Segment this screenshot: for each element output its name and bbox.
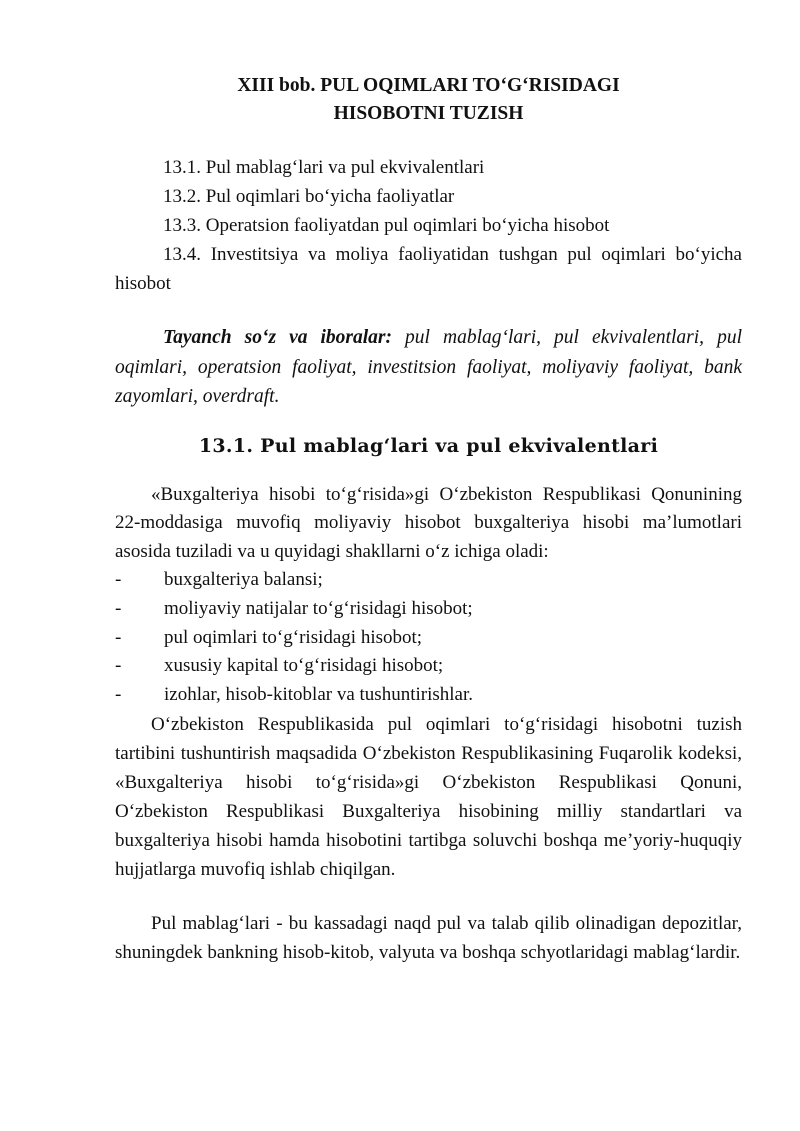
list-item-text: xususiy kapital to‘g‘risidagi hisobot; (164, 655, 444, 677)
list-item-text: izohlar, hisob-kitoblar va tushuntirishlar. (164, 684, 473, 706)
chapter-title-line-2: HISOBOTNI TUZISH (333, 103, 524, 124)
list-item (115, 566, 742, 595)
list-item (115, 652, 742, 681)
list-item (115, 595, 742, 624)
keywords-label: Tayanch so‘z va iboralar: (163, 327, 393, 348)
list-dash: - (115, 626, 122, 648)
report-forms-list (115, 566, 742, 710)
toc-item: 13.2. Pul oqimlari bo‘yicha faoliyatlar (163, 186, 455, 207)
toc-item: 13.4. Investitsiya va moliya faoliyatidan tushgan pul oqimlari bo‘yicha hisobot (115, 244, 742, 294)
chapter-title (115, 72, 742, 128)
document-page (115, 72, 742, 967)
list-dash: - (115, 684, 122, 706)
list-item-text: moliyaviy natijalar to‘g‘risidagi hisobot; (164, 597, 473, 619)
section-title: 13.1. Pul mablag‘lari va pul ekvivalentlari (198, 434, 659, 457)
list-dash: - (115, 655, 122, 677)
list-dash: - (115, 597, 122, 619)
list-item (115, 681, 742, 710)
paragraph-explanation: O‘zbekiston Respublikasida pul oqimlari to‘g‘risidagi hisobotni tuzish tartibini tushuntirish maqsadida O‘zbekiston Respublikasining Fuqarolik kodeksi, «Buxgalteriya hisobi to‘g‘risida»gi O‘zbekiston Respublikasi Qonuni, O‘zbekiston Respublikasi Buxgalteriya hisobining milliy standartlari va buxgalteriya hisobi hamda hisobotini tartibga soluvchi boshqa me’yoriy-huquqiy hujjatlarga muvofiq ishlab chiqilgan. (115, 713, 742, 880)
keywords-block (115, 323, 742, 412)
paragraph-definition: Pul mablag‘lari - bu kassadagi naqd pul va talab qilib olinadigan depozitlar, shuningdek bankning hisob-kitob, valyuta va boshqa schyotlaridagi mablag‘lardir. (115, 912, 742, 963)
table-of-contents (115, 153, 742, 298)
toc-item: 13.1. Pul mablag‘lari va pul ekvivalentlari (163, 157, 485, 178)
keywords-text: pul mablag‘lari, pul ekvivalentlari, pul oqimlari, operatsion faoliyat, investitsion faoliyat, moliyaviy faoliyat, bank zayomlari, overdraft. (115, 327, 742, 407)
toc-item: 13.3. Operatsion faoliyatdan pul oqimlari bo‘yicha hisobot (163, 215, 610, 236)
list-item-text: pul oqimlari to‘g‘risidagi hisobot; (164, 626, 423, 648)
list-dash: - (115, 569, 122, 590)
list-item-text: buxgalteriya balansi; (164, 569, 323, 590)
chapter-title-line-1: XIII bob. PUL OQIMLARI TO‘G‘RISIDAGI (237, 75, 620, 96)
paragraph-intro: «Buxgalteriya hisobi to‘g‘risida»gi O‘zbekiston Respublikasi Qonunining 22-moddasiga muvofiq moliyaviy hisobot buxgalteriya hisobi ma’lumotlari asosida tuziladi va u quyidagi shakllarni o‘z ichiga oladi: (115, 483, 742, 562)
list-item (115, 624, 742, 653)
